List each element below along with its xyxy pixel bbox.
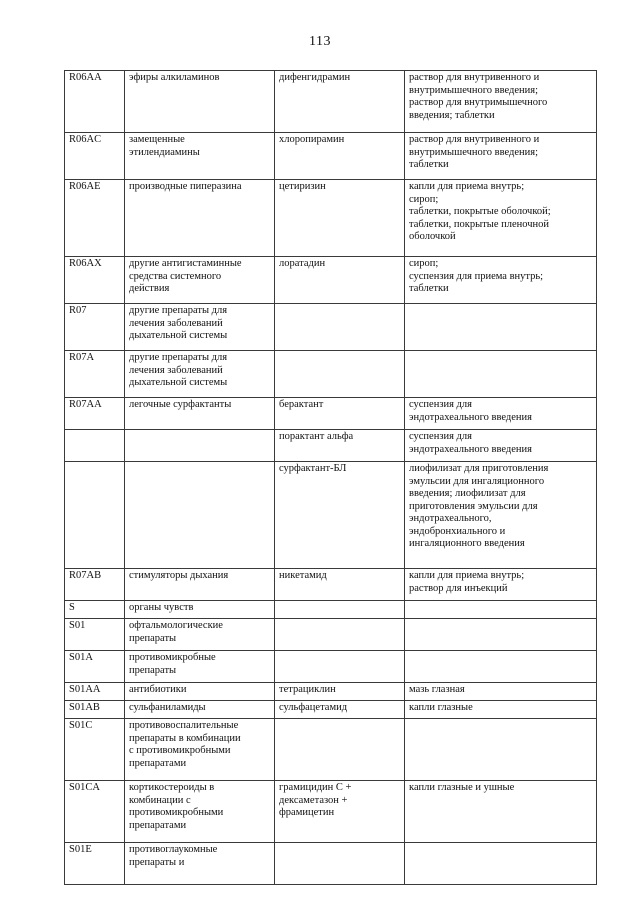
drug-name-cell [275, 601, 405, 619]
group-name-line: производные пиперазина [129, 181, 242, 192]
atc-code-cell: S01C [65, 719, 125, 781]
drug-name-line: грамицидин С + [279, 782, 352, 793]
group-name-line: препаратами [129, 757, 187, 769]
dosage-form-line: эмульсии для ингаляционного [409, 475, 545, 487]
drug-name-line: никетамид [279, 570, 327, 581]
group-name-line: с противомикробными [129, 745, 231, 756]
drug-name-line: хлоропирамин [279, 134, 345, 145]
table-row [65, 651, 597, 683]
dosage-form-cell [405, 569, 597, 601]
table-row [65, 569, 597, 601]
group-name-cell [125, 781, 275, 843]
dosage-form-cell [405, 257, 597, 304]
group-name-cell [125, 843, 275, 885]
group-name-line: противомикробные [129, 652, 216, 663]
dosage-form-line: внутримышечного введения; [409, 146, 539, 158]
atc-code-cell: S01E [65, 843, 125, 885]
drug-name-cell [275, 843, 405, 885]
group-name-cell [125, 619, 275, 651]
dosage-form-line: капли глазные и ушные [409, 782, 515, 793]
dosage-form-line: введения; лиофилизат для [409, 488, 526, 499]
table-row [65, 683, 597, 701]
table-row [65, 462, 597, 569]
drug-name-cell [275, 719, 405, 781]
dosage-form-line: введения; таблетки [409, 109, 495, 121]
drug-name-cell [275, 430, 405, 462]
atc-code-cell: R06AX [65, 257, 125, 304]
group-name-line: препараты [129, 632, 177, 644]
group-name-cell [125, 569, 275, 601]
atc-code-cell: R07AB [65, 569, 125, 601]
dosage-form-line: капли для приема внутрь; [409, 570, 525, 581]
group-name-cell [125, 257, 275, 304]
drug-name-cell [275, 133, 405, 180]
dosage-form-cell [405, 781, 597, 843]
atc-code-cell: S [65, 601, 125, 619]
dosage-form-line: сироп; [409, 193, 439, 205]
atc-code-cell: R06AE [65, 180, 125, 257]
atc-code-cell: S01A [65, 651, 125, 683]
dosage-form-line: приготовления эмульсии для [409, 500, 538, 512]
drug-name-cell [275, 619, 405, 651]
drug-name-line: берактант [279, 399, 324, 410]
atc-code-cell [65, 430, 125, 462]
atc-code-cell: S01AB [65, 701, 125, 719]
table-row [65, 701, 597, 719]
dosage-form-cell [405, 304, 597, 351]
dosage-form-line: суспензия для [409, 431, 472, 442]
group-name-line: противовоспалительные [129, 720, 239, 731]
group-name-line: средства системного [129, 270, 222, 282]
dosage-form-line: эндотрахеального, [409, 513, 492, 524]
group-name-cell [125, 71, 275, 133]
dosage-form-cell [405, 462, 597, 569]
group-name-line: действия [129, 283, 170, 294]
group-name-line: дыхательной системы [129, 377, 228, 388]
group-name-cell [125, 133, 275, 180]
atc-code-cell: R06AC [65, 133, 125, 180]
atc-code-cell: S01CA [65, 781, 125, 843]
table-row [65, 430, 597, 462]
dosage-form-line: раствор для внутривенного и [409, 134, 540, 145]
dosage-form-cell [405, 180, 597, 257]
group-name-cell [125, 430, 275, 462]
dosage-form-cell [405, 398, 597, 430]
table-row [65, 843, 597, 885]
table-row [65, 719, 597, 781]
dosage-form-line: лиофилизат для приготовления [409, 463, 549, 474]
group-name-line: противомикробными [129, 807, 224, 818]
drug-name-cell [275, 651, 405, 683]
dosage-form-cell [405, 71, 597, 133]
table-row [65, 71, 597, 133]
drug-name-line: тетрациклин [279, 684, 336, 695]
drug-name-cell [275, 71, 405, 133]
atc-code-cell: S01 [65, 619, 125, 651]
drug-name-cell [275, 304, 405, 351]
dosage-form-line: раствор для внутримышечного [409, 97, 548, 108]
drug-name-line: лоратадин [279, 258, 326, 269]
dosage-form-line: эндобронхиального и [409, 525, 506, 537]
table-row [65, 257, 597, 304]
group-name-line: препараты в комбинации [129, 732, 241, 744]
group-name-cell [125, 351, 275, 398]
group-name-cell [125, 398, 275, 430]
drug-name-line: дексаметазон + [279, 794, 348, 806]
group-name-line: противоглаукомные [129, 844, 218, 855]
drug-classification-table [64, 70, 597, 885]
dosage-form-line: ингаляционного введения [409, 538, 525, 549]
dosage-form-line: суспензия для приема внутрь; [409, 270, 544, 282]
dosage-form-line: капли для приема внутрь; [409, 181, 525, 192]
drug-name-cell [275, 257, 405, 304]
dosage-form-line: капли глазные [409, 702, 473, 713]
drug-name-line: дифенгидрамин [279, 72, 351, 83]
group-name-line: офтальмологические [129, 620, 223, 631]
dosage-form-line: раствор для инъекций [409, 582, 508, 594]
group-name-line: стимуляторы дыхания [129, 570, 229, 581]
group-name-line: органы чувств [129, 602, 194, 613]
group-name-cell [125, 651, 275, 683]
group-name-line: антибиотики [129, 684, 187, 695]
dosage-form-cell [405, 719, 597, 781]
group-name-line: другие антигистаминные [129, 258, 242, 269]
table-row [65, 351, 597, 398]
group-name-line: препараты и [129, 856, 185, 868]
drug-name-cell [275, 781, 405, 843]
dosage-form-line: сироп; [409, 258, 439, 269]
drug-name-line: порактант альфа [279, 431, 354, 442]
atc-code-cell: R07AA [65, 398, 125, 430]
drug-name-line: фрамицетин [279, 807, 335, 818]
drug-name-cell [275, 569, 405, 601]
table-row [65, 601, 597, 619]
group-name-line: замещенные [129, 134, 185, 145]
group-name-cell [125, 304, 275, 351]
page-number: 113 [309, 34, 331, 49]
drug-name-cell [275, 701, 405, 719]
table-row [65, 304, 597, 351]
group-name-line: препараты [129, 664, 177, 676]
table-row [65, 619, 597, 651]
group-name-line: кортикостероиды в [129, 782, 215, 793]
group-name-line: другие препараты для [129, 352, 228, 363]
drug-name-cell [275, 398, 405, 430]
dosage-form-cell [405, 430, 597, 462]
group-name-line: лечения заболеваний [129, 364, 223, 376]
group-name-cell [125, 180, 275, 257]
dosage-form-cell [405, 619, 597, 651]
dosage-form-cell [405, 701, 597, 719]
dosage-form-line: эндотрахеального введения [409, 443, 533, 455]
dosage-form-line: таблетки [409, 159, 449, 170]
atc-code-cell: R06AA [65, 71, 125, 133]
table-row [65, 781, 597, 843]
table-row [65, 133, 597, 180]
group-name-line: препаратами [129, 819, 187, 831]
atc-code-cell [65, 462, 125, 569]
drug-name-cell [275, 683, 405, 701]
group-name-line: эфиры алкиламинов [129, 72, 220, 83]
group-name-cell [125, 683, 275, 701]
dosage-form-line: таблетки, покрытые пленочной [409, 218, 550, 230]
group-name-line: дыхательной системы [129, 330, 228, 341]
atc-code-cell: R07A [65, 351, 125, 398]
dosage-form-line: эндотрахеального введения [409, 411, 533, 423]
dosage-form-cell [405, 351, 597, 398]
dosage-form-line: суспензия для [409, 399, 472, 410]
dosage-form-line: внутримышечного введения; [409, 84, 539, 96]
atc-code-cell: R07 [65, 304, 125, 351]
drug-name-line: цетиризин [279, 181, 326, 192]
group-name-cell [125, 462, 275, 569]
group-name-cell [125, 701, 275, 719]
group-name-line: этилендиамины [129, 146, 200, 158]
dosage-form-cell [405, 843, 597, 885]
dosage-form-line: оболочкой [409, 231, 456, 242]
group-name-cell [125, 719, 275, 781]
table-row [65, 180, 597, 257]
dosage-form-cell [405, 133, 597, 180]
group-name-line: другие препараты для [129, 305, 228, 316]
group-name-line: лечения заболеваний [129, 317, 223, 329]
group-name-line: легочные сурфактанты [129, 399, 232, 410]
group-name-line: комбинации с [129, 794, 191, 806]
group-name-cell [125, 601, 275, 619]
group-name-line: сульфаниламиды [129, 702, 206, 713]
dosage-form-cell [405, 601, 597, 619]
drug-name-line: сульфацетамид [279, 702, 348, 713]
table-row [65, 398, 597, 430]
drug-name-cell [275, 351, 405, 398]
dosage-form-line: раствор для внутривенного и [409, 72, 540, 83]
drug-name-line: сурфактант-БЛ [279, 463, 347, 474]
drug-name-cell [275, 462, 405, 569]
atc-code-cell: S01AA [65, 683, 125, 701]
dosage-form-line: таблетки [409, 283, 449, 294]
dosage-form-cell [405, 651, 597, 683]
dosage-form-cell [405, 683, 597, 701]
drug-name-cell [275, 180, 405, 257]
dosage-form-line: мазь глазная [409, 684, 465, 695]
dosage-form-line: таблетки, покрытые оболочкой; [409, 206, 551, 217]
